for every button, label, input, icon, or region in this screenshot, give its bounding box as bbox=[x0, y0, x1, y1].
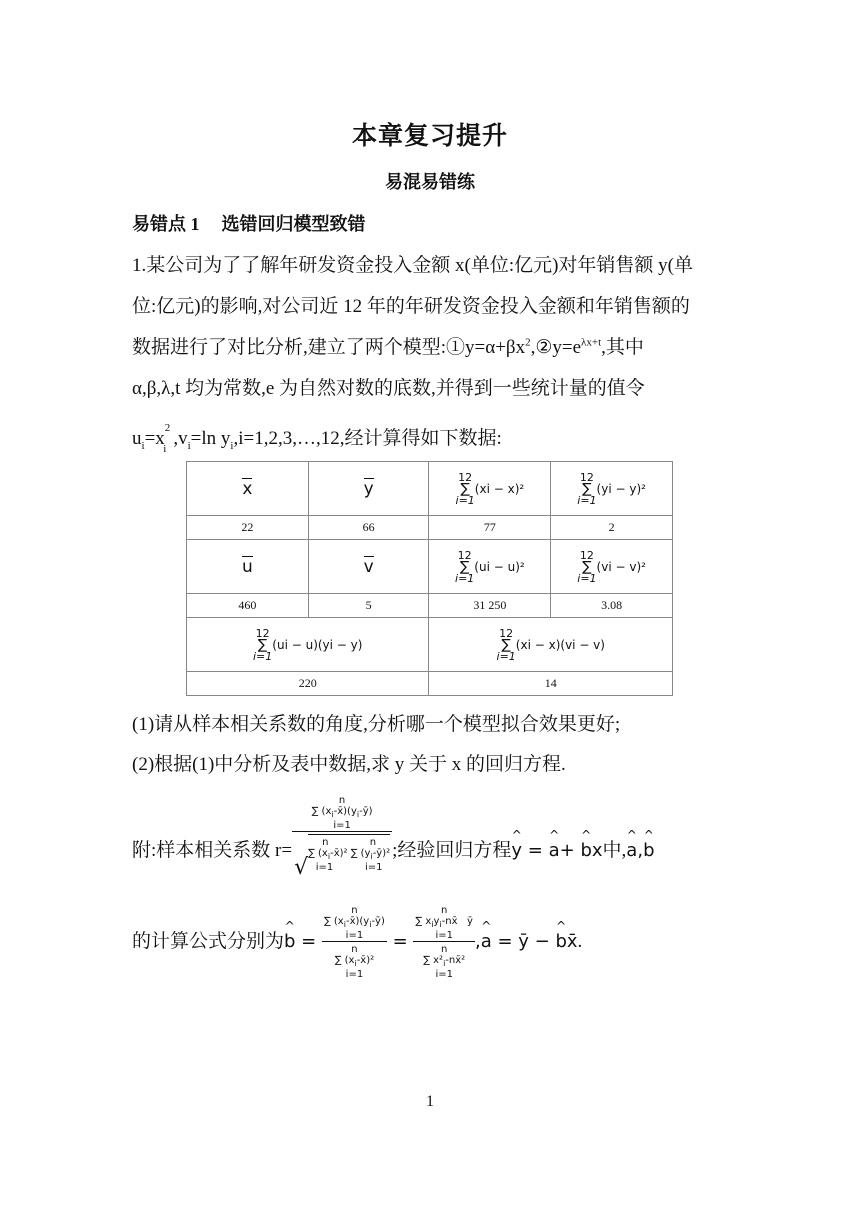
appendix-line-1: 附:样本相关系数 r= n ∑ $(x_i-x̄)(y_i-ȳ)$ i=1 √n n ∑ $(x_i-x̄)^2$ ∑ $(y_i-ȳ)^2$ i=1 i=1 ;经验回归方程y ^ = a ^ + b ^ x中,a ^ ,b ^ bbox=[132, 795, 655, 880]
page-subtitle: 易混易错练 bbox=[385, 172, 475, 192]
header-sum-u-sq: 12 ∑ i=1(ui − u)² bbox=[429, 540, 551, 594]
page-title: 本章复习提升 bbox=[351, 123, 508, 150]
header-sum-y-sq: 12 ∑ i=1(yi − y)² bbox=[551, 462, 673, 516]
part-1: (1)请从样本相关系数的角度,分析哪一个模型拟合效果更好; bbox=[132, 714, 621, 735]
question-line-5: $u_i=x^2_i,v_i=\ln$ $y_i,i=1,2,3,\dots,12$,经计算得如下数据: bbox=[132, 422, 502, 456]
table-row bbox=[187, 618, 673, 672]
correlation-formula: n ∑ $(x_i-x̄)(y_i-ȳ)$ i=1 √n n ∑ $(x_i-x̄)^2$ ∑ $(y_i-ȳ)^2$ i=1 i=1 bbox=[294, 795, 391, 880]
part-2: (2)根据(1)中分析及表中数据,求 y 关于 x 的回归方程. bbox=[132, 754, 566, 775]
question-line-3: 数据进行了对比分析,建立了两个模型$:①y=\alpha+\beta x^2,②y=e^{\lambda x+t}$,其中 bbox=[132, 336, 644, 358]
appendix-line-2: 的计算公式分别为b ^ = n ∑ $(x_i-x̄)(y_i-ȳ)$ i=1 n ∑ $(x_i-x̄)^2$ i=1 = n ∑ $x_iy_i-nx̄$ ȳ i=1 n ∑ $x^2_i-nx̄^2$ i=1 ,a ^ = ȳ − b ^ x̄. bbox=[132, 905, 583, 980]
question-line-3-b: ,②y=e bbox=[530, 337, 582, 358]
section-text: 选错回归模型致错 bbox=[221, 214, 366, 234]
intercept-formula: ,a ^ = ȳ − b ^ x̄ bbox=[474, 918, 578, 952]
table-row bbox=[187, 462, 673, 516]
section-label: 易错点 1 bbox=[132, 214, 200, 234]
header-sum-x-sq: 12 ∑ i=1(xi − x)² bbox=[429, 462, 551, 516]
slope-formula-2: n ∑ $x_iy_i-nx̄$ ȳ i=1 n ∑ $x^2_i-nx̄^2$ i=1 bbox=[415, 905, 473, 980]
header-sum-xv: 12 ∑ i=1(xi − x)(vi − v) bbox=[429, 618, 673, 672]
header-x-bar: x bbox=[187, 462, 309, 516]
question-line-1: 1.某公司为了了解年研发资金投入金额 x(单位:亿元)对年销售额 y(单 bbox=[132, 255, 694, 276]
header-sum-uy: 12 ∑ i=1(ui − u)(yi − y) bbox=[187, 618, 429, 672]
header-v-bar: v bbox=[308, 540, 429, 594]
slope-formula-1: n ∑ $(x_i-x̄)(y_i-ȳ)$ i=1 n ∑ $(x_i-x̄)^2$ i=1 bbox=[323, 905, 385, 980]
question-line-3-c: ,其中 bbox=[601, 337, 644, 358]
section-heading bbox=[132, 210, 366, 236]
page-number: 1 bbox=[426, 1093, 434, 1110]
table-row: 220 14 bbox=[187, 672, 673, 696]
table-row: 22 66 77 2 bbox=[187, 516, 673, 540]
question-line-4: α,β,λ,t 均为常数,e 为自然对数的底数,并得到一些统计量的值令 bbox=[132, 378, 645, 399]
header-u-bar: u bbox=[187, 540, 309, 594]
regression-equation: y ^ = a ^ + b ^ x bbox=[511, 828, 603, 861]
statistics-table bbox=[186, 461, 673, 696]
table-row bbox=[187, 540, 673, 594]
question-line-3-a: 数据进行了对比分析,建立了两个模型:①y=α+βx bbox=[132, 337, 526, 358]
exponent: λx+t bbox=[581, 336, 602, 349]
table-row: 460 5 31 250 3.08 bbox=[187, 594, 673, 618]
header-sum-v-sq: 12 ∑ i=1(vi − v)² bbox=[551, 540, 673, 594]
header-y-bar: y bbox=[308, 462, 429, 516]
question-line-2: 位:亿元)的影响,对公司近 12 年的年研发资金投入金额和年销售额的 bbox=[132, 296, 690, 317]
